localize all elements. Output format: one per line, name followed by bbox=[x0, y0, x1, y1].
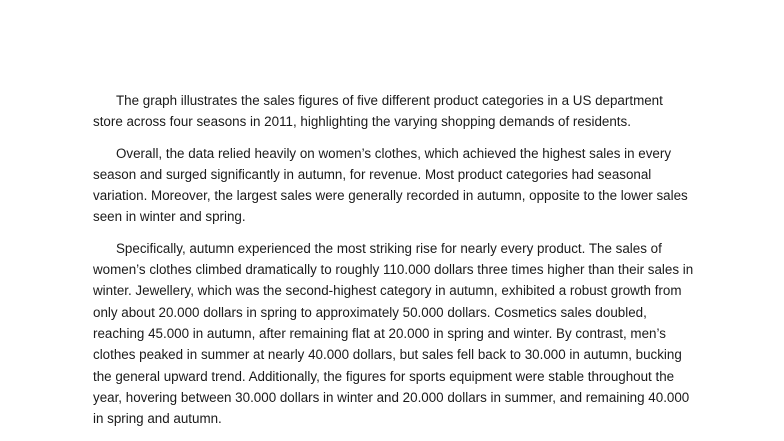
essay-body bbox=[93, 90, 694, 439]
paragraph-details: Specifically, autumn experienced the most striking rise for nearly every product. The sales of women’s clothes climbed dramatically to roughly 110.000 dollars three times higher than their sales in winter. Jewellery, which was the second-highest category in autumn, exhibited a robust growth from only about 20.000 dollars in spring to approximately 50.000 dollars. Cosmetics sales doubled, reaching 45.000 in autumn, after remaining flat at 20.000 in spring and winter. By contrast, men’s clothes peaked in summer at nearly 40.000 dollars, but sales fell back to 30.000 in autumn, bucking the general upward trend. Additionally, the figures for sports equipment were stable throughout the year, hovering between 30.000 dollars in winter and 20.000 dollars in summer, and remaining 40.000 in spring and autumn. bbox=[93, 240, 694, 427]
paragraph-introduction: The graph illustrates the sales figures of five different product categories in a US department store across four seasons in 2011, highlighting the varying shopping demands of residents. bbox=[93, 93, 663, 130]
paragraph-overview: Overall, the data relied heavily on women’s clothes, which achieved the highest sales in every season and surged significantly in autumn, for revenue. Most product categories had seasonal variation. Moreover, the largest sales were generally recorded in autumn, opposite to the lower sales seen in winter and spring. bbox=[93, 145, 688, 225]
